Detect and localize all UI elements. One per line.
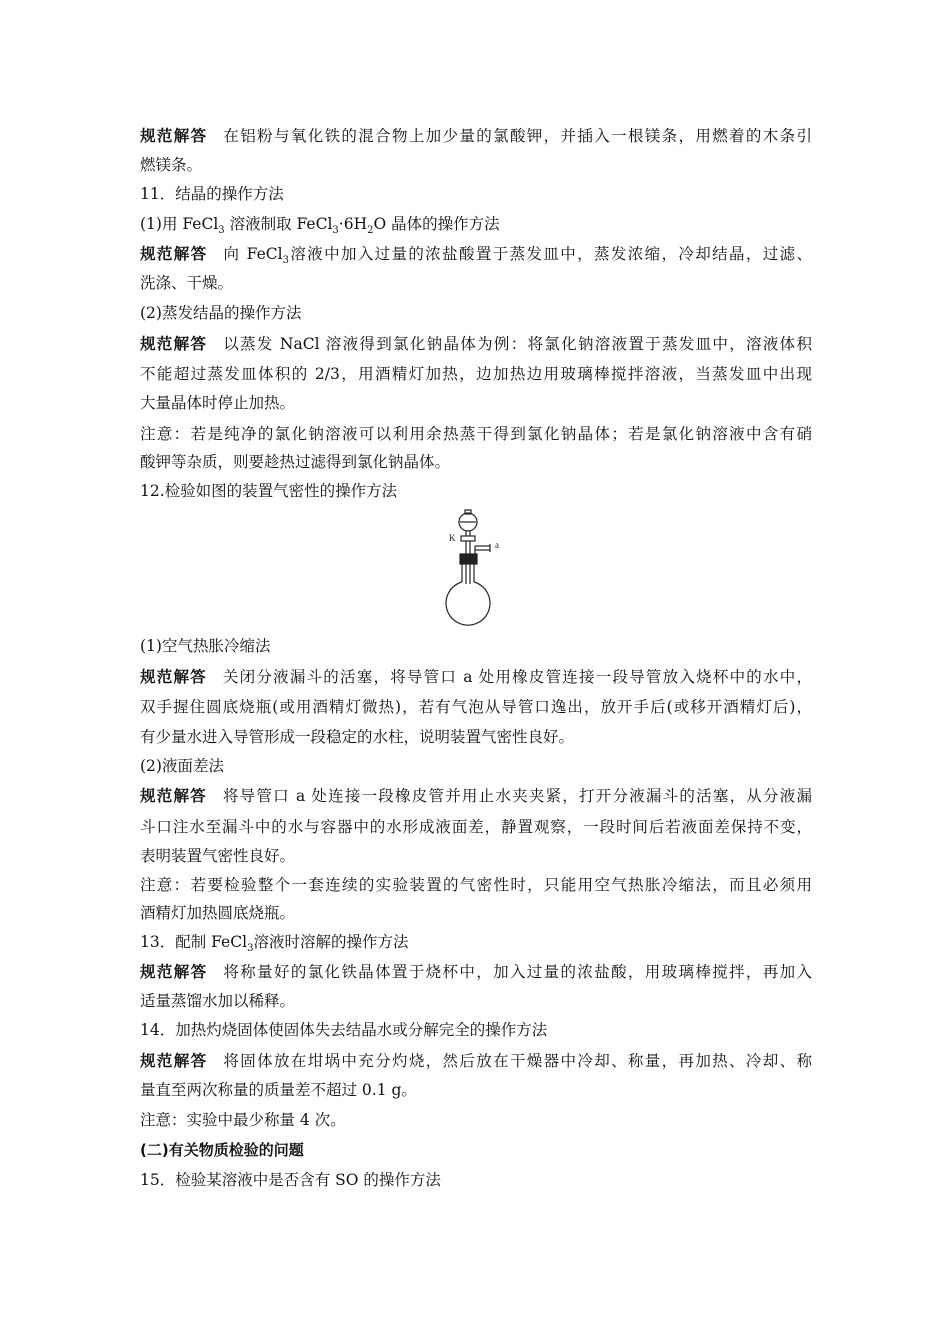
text: 斗口注水至漏斗中的水与容器中的水形成液面差，静置观察，一段时间后若液面差保持不变， xyxy=(140,818,812,836)
answer-line xyxy=(140,667,812,687)
text: ·6H xyxy=(338,215,368,233)
section-heading xyxy=(140,481,397,501)
answer-tag: 规范解答 xyxy=(140,1051,208,1070)
text: 将导管口 a 处连接一段橡皮管并用止水夹夹紧，打开分液漏斗的活塞，从分液漏 xyxy=(222,787,812,805)
note-line xyxy=(140,1110,346,1130)
text-line xyxy=(140,364,812,384)
text-line xyxy=(140,991,295,1011)
text: 注意：实验中最少称量 4 次。 xyxy=(140,1111,346,1129)
subsection-heading xyxy=(140,214,500,237)
text: 12.检验如图的装置气密性的操作方法 xyxy=(140,482,398,500)
subsection-heading xyxy=(140,636,270,656)
subsection-heading xyxy=(140,756,224,776)
section-heading xyxy=(140,184,284,204)
text: 关闭分液漏斗的活塞，将导管口 a 处用橡皮管连接一段导管放入烧杯中的水中， xyxy=(222,668,812,686)
text: (1)用 FeCl xyxy=(140,215,219,233)
answer-tag: 规范解答 xyxy=(140,126,208,145)
answer-line xyxy=(140,244,812,267)
text: (2)液面差法 xyxy=(140,757,224,775)
text: 溶液中加入过量的浓盐酸置于蒸发皿中，蒸发浓缩，冷却结晶，过滤、 xyxy=(288,245,812,263)
text: 13．配制 FeCl xyxy=(140,933,248,951)
text: (1)空气热胀冷缩法 xyxy=(140,637,271,655)
section-heading xyxy=(140,1020,547,1040)
rubber-stopper xyxy=(460,554,477,564)
text: 15．检验某溶液中是否含有 SO 的操作方法 xyxy=(140,1171,441,1189)
note-line xyxy=(140,875,812,895)
text: 大量晶体时停止加热。 xyxy=(140,394,296,412)
answer-tag: 规范解答 xyxy=(140,244,208,263)
text: 酒精灯加热圆底烧瓶。 xyxy=(140,904,296,922)
note-line xyxy=(140,424,812,444)
subscript: 3 xyxy=(247,943,254,955)
label-k: K xyxy=(449,533,456,543)
text: 不能超过蒸发皿体积的 2/3，用酒精灯加热，边加热边用玻璃棒搅拌溶液，当蒸发皿中出现 xyxy=(140,365,812,383)
text-line xyxy=(140,452,450,472)
subscript: 3 xyxy=(332,225,339,237)
text: 将称量好的氯化铁晶体置于烧杯中，加入过量的浓盐酸，用玻璃棒搅拌，再加入 xyxy=(223,963,812,981)
category-heading xyxy=(140,1140,304,1160)
answer-line xyxy=(140,786,812,806)
answer-tag: 规范解答 xyxy=(140,786,207,805)
text: 溶液时溶解的操作方法 xyxy=(253,933,409,951)
answer-tag: 规范解答 xyxy=(140,667,207,686)
text: 洗涤、干燥。 xyxy=(140,274,234,292)
text: (2)蒸发结晶的操作方法 xyxy=(140,304,302,322)
text: 将固体放在坩埚中充分灼烧，然后放在干燥器中冷却、称量，再加热、冷却、称 xyxy=(223,1052,812,1070)
subsection-heading xyxy=(140,303,301,323)
subscript: 3 xyxy=(218,225,225,237)
answer-line xyxy=(140,962,812,982)
text: (二)有关物质检验的问题 xyxy=(140,1141,304,1159)
answer-line xyxy=(140,1051,812,1071)
text-line xyxy=(140,697,812,717)
text-line xyxy=(140,846,295,866)
answer-tag: 规范解答 xyxy=(140,962,208,981)
section-heading xyxy=(140,932,409,955)
flask-body xyxy=(446,582,490,625)
section-heading xyxy=(140,1170,441,1190)
answer-line xyxy=(140,126,812,146)
funnel-stopper xyxy=(465,510,471,514)
text: 在铝粉与氧化铁的混合物上加少量的氯酸钾，并插入一根镁条，用燃着的木条引 xyxy=(223,127,812,145)
text: 双手握住圆底烧瓶(或用酒精灯微热)，若有气泡从导管口逸出，放开手后(或移开酒精灯后)， xyxy=(140,698,812,716)
text-line xyxy=(140,393,295,413)
text: 酸钾等杂质，则要趁热过滤得到氯化钠晶体。 xyxy=(140,453,451,471)
text: 燃镁条。 xyxy=(140,156,203,174)
apparatus-figure xyxy=(440,508,510,626)
subscript: 2 xyxy=(367,225,374,237)
answer-tag: 规范解答 xyxy=(140,334,208,353)
text: 量直至两次称量的质量差不超过 0.1 g。 xyxy=(140,1081,417,1099)
stopcock xyxy=(461,536,475,541)
label-a: a xyxy=(495,540,499,550)
text: 14．加热灼烧固体使固体失去结晶水或分解完全的操作方法 xyxy=(140,1021,548,1039)
subscript: 3 xyxy=(282,255,289,267)
text-line xyxy=(140,1080,417,1100)
text: 有少量水进入导管形成一段稳定的水柱，说明装置气密性良好。 xyxy=(140,728,575,746)
text: 注意：若是纯净的氯化钠溶液可以利用余热蒸干得到氯化钠晶体；若是氯化钠溶液中含有硝 xyxy=(140,425,812,443)
text: 11．结晶的操作方法 xyxy=(140,185,284,203)
text: 以蒸发 NaCl 溶液得到氯化钠晶体为例：将氯化钠溶液置于蒸发皿中，溶液体积 xyxy=(223,335,812,353)
text: 注意：若要检验整个一套连续的实验装置的气密性时，只能用空气热胀冷缩法，而且必须用 xyxy=(140,876,812,894)
text-line xyxy=(140,273,233,293)
text-line xyxy=(140,727,574,747)
text-line xyxy=(140,155,202,175)
answer-line xyxy=(140,334,812,354)
text: 适量蒸馏水加以稀释。 xyxy=(140,992,296,1010)
text-line xyxy=(140,817,812,837)
text: 向 FeCl xyxy=(223,245,283,263)
text-line xyxy=(140,903,295,923)
text: O 晶体的操作方法 xyxy=(373,215,500,233)
text: 表明装置气密性良好。 xyxy=(140,847,296,865)
text: 溶液制取 FeCl xyxy=(224,215,333,233)
